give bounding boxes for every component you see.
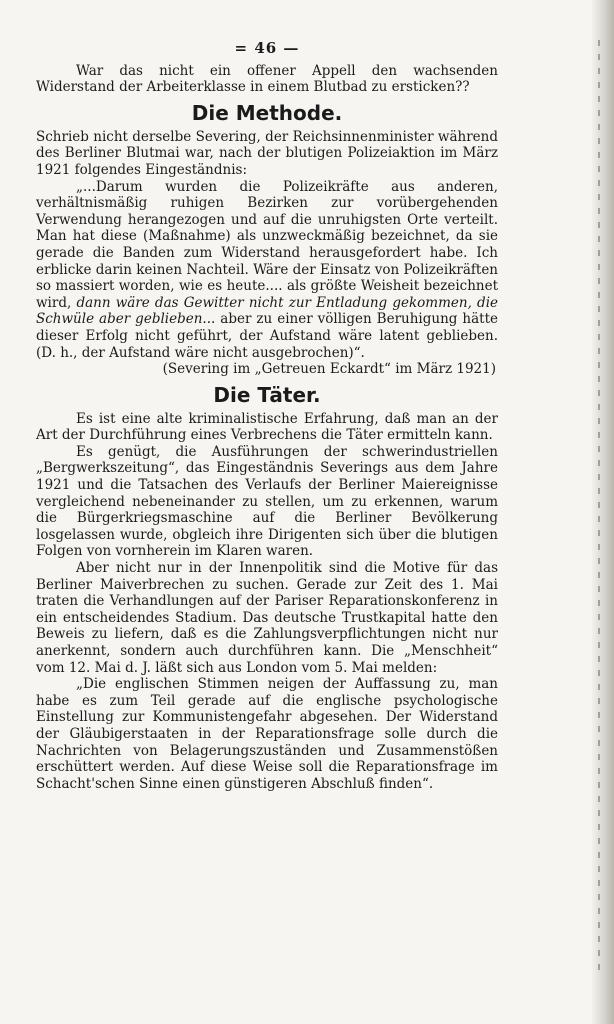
heading-die-methode: Die Methode.	[191, 100, 343, 125]
document-page	[36, 40, 498, 792]
quote-text-end: aber zu einer völligen Beruhigung hätte dieser Erfolg nicht geführt, der Aufstand wäre latent geblieben. (D. h., der Aufstand wäre nicht ausgebrochen)“.	[36, 311, 498, 361]
quote-italic-text: dann wäre das Gewitter nicht zur Entladung gekommen, die Schwüle aber geblieben...	[36, 294, 498, 328]
paragraph-severing-quote	[36, 179, 498, 362]
paragraph-bergwerkszeitung: Es genügt, die Ausführungen der schwerindustriellen „Bergwerkszeitung“, das Eingeständnis Severings aus dem Jahre 1921 und die Tatsachen des Verlaufs der Berliner Maiereignisse vergleichend nebeneinander zu stellen, um zu erkennen, warum die Bürgerkriegsmaschine auf die Berliner Bevölkerung losgelassen wurde, obgleich ihre Dirigenten sich über die blutigen Folgen von vornherein im Klaren waren.	[36, 443, 498, 560]
page-number: = 46 —	[234, 39, 300, 57]
paragraph-appeal: War das nicht ein offener Appell den wachsenden Widerstand der Arbeiterklasse in einem Blutbad zu ersticken??	[36, 62, 498, 96]
page-edge-shadow	[592, 0, 614, 1024]
paragraph-criminal-experience: Es ist eine alte kriminalistische Erfahrung, daß man an der Art der Durchführung eines Verbrechens die Täter ermitteln kann.	[36, 410, 498, 444]
paragraph-reparation-conference: Aber nicht nur in der Innenpolitik sind die Motive für das Berliner Maiverbrechen zu suchen. Gerade zur Zeit des 1. Mai traten die Verhandlungen auf der Pariser Reparationskonferenz in ein entscheidendes Stadium. Das deutsche Trustkapital hatte den Beweis zu liefern, daß es die Zahlungsverpflichtungen nicht nur anerkennt, sondern auch durchführen kann. Die „Menschheit“ vom 12. Mai d. J. läßt sich aus London vom 5. Mai melden:	[36, 560, 498, 676]
paragraph-english-voices: „Die englischen Stimmen neigen der Auffassung zu, man habe es zum Teil gerade auf die englische psychologische Einstellung zur Kommunistengefahr abgesehen. Der Widerstand der Gläubigerstaaten in der Reparationsfrage solle durch die Nachrichten von Belagerungszuständen und Zusammenstößen erschüttert werden. Auf diese Weise soll die Reparationsfrage im Schacht'schen Sinne einen günstigeren Abschluß finden“.	[36, 676, 498, 792]
quote-attribution: (Severing im „Getreuen Eckardt“ im März 1921)	[162, 361, 496, 378]
paragraph-severing-intro: Schrieb nicht derselbe Severing, der Reichsinnenminister während des Berliner Blutmai war, nach der blutigen Polizeiaktion im März 1921 folgendes Eingeständnis:	[36, 128, 498, 178]
quote-text-start: „...Darum wurden die Polizeikräfte aus anderen, verhältnismäßig ruhigen Bezirken zur vorübergehenden Verwendung herangezogen und auf die unruhigsten Orte verteilt. Man hat diese (Maßnahme) als unzweckmäßig bezeichnet, da sie gerade die Banden zum Widerstand herausgefordert habe. Ich erblicke darin keinen Nachteil. Wäre der Einsatz von Polizeikräften so massiert worden, wie es heute.... als größte Weisheit bezeichnet wird,	[36, 178, 498, 311]
binding-edge-marks	[598, 40, 600, 970]
heading-die-taeter: Die Täter.	[213, 382, 321, 407]
